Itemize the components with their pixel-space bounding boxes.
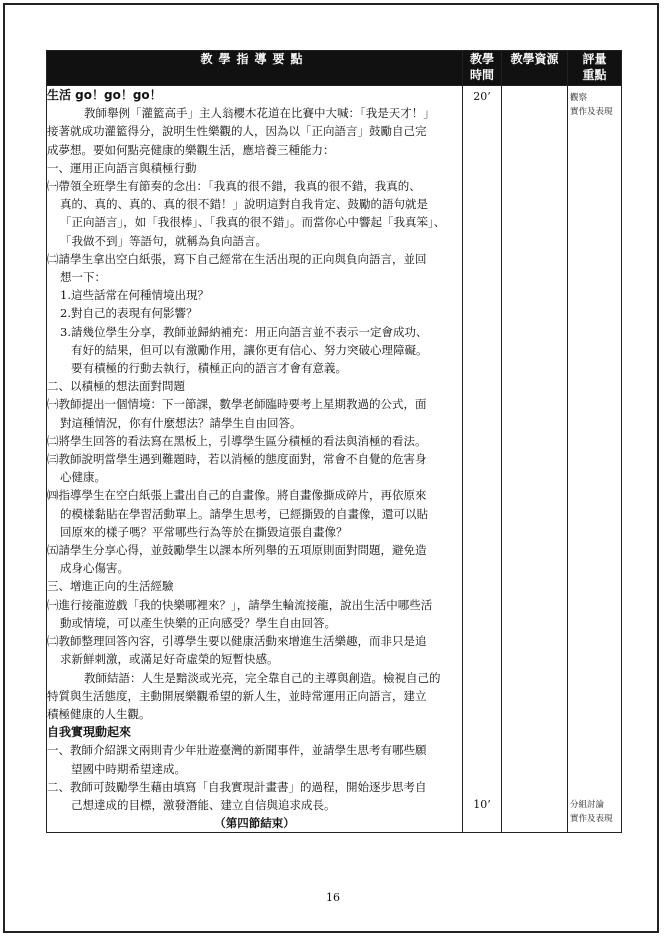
body-line: 接著就成功灌籃得分，說明生性樂觀的人，因為以「正向語言」鼓勵自己完: [47, 124, 427, 139]
time-value: 10’: [473, 798, 491, 811]
teaching-content: [47, 86, 463, 833]
body-line: 的模樣黏貼在學習活動單上。請學生思考，已經撕毀的自畫像，還可以貼: [60, 506, 428, 521]
body-line: 2.對自己的表現有何影響？: [60, 306, 198, 321]
body-line: ㈢教師說明當學生遇到難題時，若以消極的態度面對，常會不自覺的危害身: [47, 452, 427, 467]
body-line: 要有積極的行動去執行，積極正向的語言才會有意義。: [71, 361, 347, 376]
body-line: ㈤請學生分享心得，並鼓勵學生以課本所列舉的五項原則面對問題，避免造: [47, 543, 427, 558]
evaluation-column: [568, 86, 622, 833]
body-line: 動或情境，可以產生快樂的正向感受？學生自由回答。: [60, 615, 336, 630]
body-line: 三、增進正向的生活經驗: [47, 579, 174, 594]
body-line: 求新鮮刺激，或滿足好奇虛榮的短暫快感。: [60, 652, 279, 667]
time-column: [463, 86, 502, 833]
body-line: 二、以積極的想法面對問題: [47, 379, 185, 394]
body-line: 教師舉例「灌籃高手」主人翁櫻木花道在比賽中大喊：「我是天才！」: [84, 106, 435, 121]
section-title: 生活 go！go！go！: [47, 88, 162, 102]
body-line: 成身心傷害。: [60, 561, 129, 576]
header-time: 教學 時間: [463, 51, 502, 86]
body-line: 1.這些話常在何種情境出現？: [60, 288, 209, 303]
body-line: 一、教師介紹課文兩則青少年壯遊臺灣的新聞事件，並請學生思考有哪些願: [47, 743, 427, 758]
body-line: ㈠教師提出一個情境：下一節課，數學老師臨時要考上星期教過的公式，面: [47, 397, 427, 412]
section-end-note: （第四節結束）: [214, 816, 295, 831]
resources-column: [502, 86, 568, 833]
body-line: 真的、真的、真的、真的很不錯！」說明這對自我肯定、鼓勵的語句就是: [60, 197, 428, 212]
body-line: ㈠進行接龍遊戲「我的快樂哪裡來？」，請學生輪流接龍，說出生活中哪些活: [47, 597, 433, 612]
body-line: ㈡將學生回答的看法寫在黑板上，引導學生區分積極的看法與消極的看法。: [47, 433, 427, 448]
body-line: 二、教師可鼓勵學生藉由填寫「自我實現計畫書」的過程，開始逐步思考自: [47, 779, 427, 794]
body-line: 特質與生活態度，主動開展樂觀希望的新人生，並時常運用正向語言，建立: [47, 688, 427, 703]
body-line: 積極健康的人生觀。: [47, 706, 151, 721]
table-header-row: [47, 51, 622, 86]
body-line: 「正向語言」，如「我很棒」、「我真的很不錯」。而當你心中響起「我真笨」、: [60, 215, 446, 230]
body-line: 回原來的樣子嗎？平常哪些行為等於在撕毀這張自畫像？: [60, 524, 348, 539]
evaluation-note: 分組討論 實作及表現: [570, 800, 613, 824]
header-teaching-points: 教學指導要點: [47, 51, 463, 86]
body-line: 對這種情況，你有什麼想法？請學生自由回答。: [60, 415, 302, 430]
body-line: 心健康。: [60, 470, 106, 485]
body-line: 有好的結果，但可以有激勵作用，讓你更有信心、努力突破心理障礙。: [71, 342, 428, 357]
table-body-row: [47, 86, 622, 833]
page-number: 16: [326, 891, 340, 904]
evaluation-note: 觀察 實作及表現: [570, 93, 613, 117]
body-line: ㈠帶領全班學生有節奏的念出：「我真的很不錯，我真的很不錯，我真的、: [47, 179, 421, 194]
body-line: ㈡請學生拿出空白紙張，寫下自己經常在生活出現的正向與負向語言，並回: [47, 251, 427, 266]
body-line: 一、運用正向語言與積極行動: [47, 160, 197, 175]
body-line: ㈡教師整理回答內容，引導學生要以健康活動來增進生活樂趣，而非只是追: [47, 634, 427, 649]
body-line: 想一下：: [60, 270, 106, 285]
body-line: 教師結語：人生是黯淡或光亮，完全靠自己的主導與創造。檢視自己的: [84, 670, 441, 685]
body-line: 3.請幾位學生分享，教師並歸納補充：用正向語言並不表示一定會成功、: [60, 324, 428, 339]
time-value: 20’: [473, 90, 491, 103]
lesson-plan-table: [46, 50, 622, 833]
body-line: 「我做不到」等語句，就稱為負向語言。: [60, 233, 267, 248]
body-line: 己想達成的目標，激發潛能、建立自信與追求成長。: [71, 797, 336, 812]
body-line: 望國中時期希望達成。: [71, 761, 186, 776]
section-title: 自我實現動起來: [47, 725, 132, 740]
header-resources: 教學資源: [502, 51, 568, 86]
body-line: 成夢想。要如何點亮健康的樂觀生活，應培養三種能力：: [47, 142, 335, 157]
header-evaluation: 評量 重點: [568, 51, 622, 86]
body-line: ㈣指導學生在空白紙張上畫出自己的自畫像。將自畫像撕成碎片，再依原來: [47, 488, 427, 503]
